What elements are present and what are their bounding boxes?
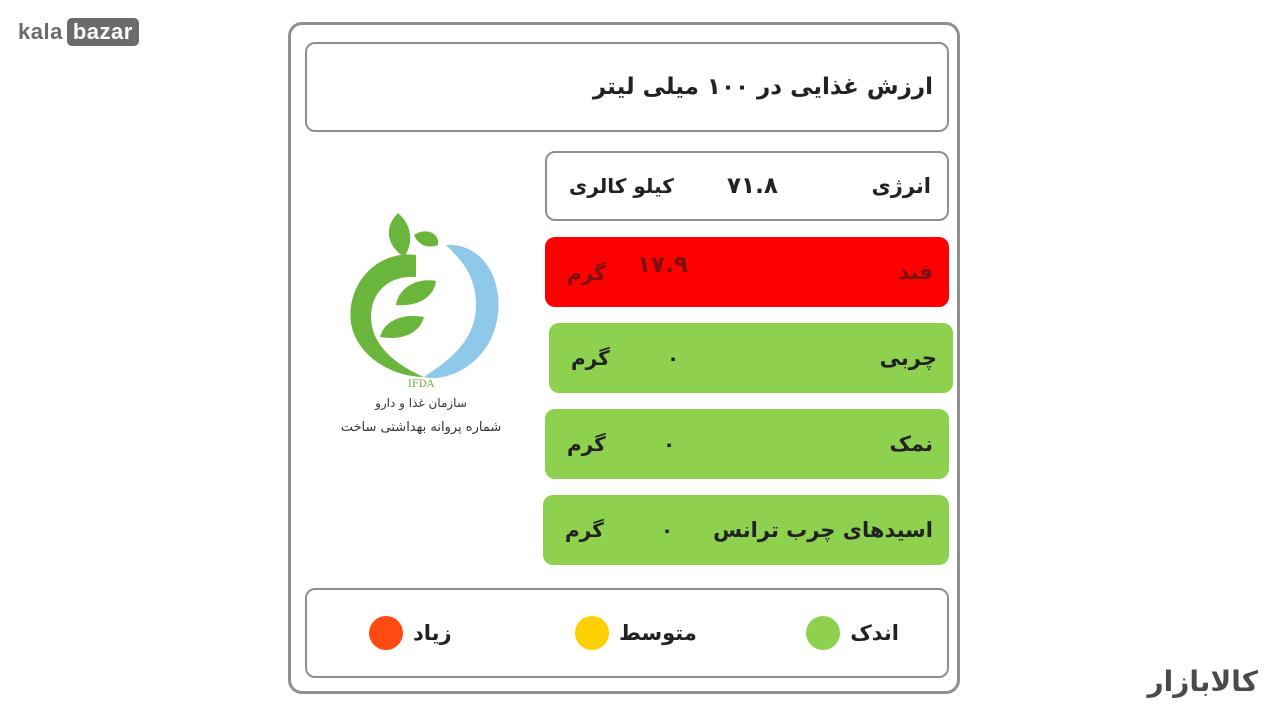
legend-high-dot-icon [369, 616, 403, 650]
ifda-license-text: شماره پروانه بهداشتی ساخت [340, 420, 502, 435]
fat-value: ۰ [667, 346, 680, 370]
energy-unit: کیلو کالری [569, 174, 674, 198]
title-box [305, 42, 949, 132]
kalabazar-fa-logo: کالابازار [1147, 665, 1258, 698]
nutrition-label-card [288, 22, 960, 694]
sugar-unit: گرم [567, 261, 606, 286]
salt-label: نمک [889, 432, 933, 456]
trans-fat-row [543, 495, 949, 565]
logo-kala-text: kala [18, 19, 63, 44]
legend-low-label: اندک [850, 621, 899, 645]
fat-unit: گرم [571, 346, 610, 370]
logo-bazar-text: bazar [67, 18, 139, 46]
legend-box [305, 588, 949, 678]
trans-fat-label: اسیدهای چرب ترانس [713, 518, 933, 542]
legend-low [806, 616, 899, 650]
nutrition-title: ارزش غذایی در ۱۰۰ میلی لیتر [592, 74, 933, 100]
trans-fat-value: ۰ [661, 518, 674, 542]
legend-high-label: زیاد [413, 621, 452, 645]
legend-low-dot-icon [806, 616, 840, 650]
legend-medium-dot-icon [575, 616, 609, 650]
ifda-apple-icon [336, 205, 506, 385]
salt-row [545, 409, 949, 479]
ifda-abbr: IFDA [407, 379, 435, 390]
energy-row [545, 151, 949, 221]
salt-value: ۰ [663, 432, 676, 456]
energy-value: ۷۱.۸ [727, 173, 778, 199]
sugar-value: ۱۷.۹ [637, 252, 688, 278]
fat-row [549, 323, 953, 393]
sugar-row [545, 237, 949, 307]
energy-label: انرژی [871, 174, 931, 198]
ifda-logo-block [321, 205, 521, 435]
legend-medium-label: متوسط [619, 621, 697, 645]
trans-fat-unit: گرم [565, 518, 604, 542]
legend-medium [575, 616, 697, 650]
salt-unit: گرم [567, 432, 606, 456]
kalabazar-logo [18, 18, 139, 46]
fat-label: چربی [879, 346, 937, 370]
legend-high [369, 616, 452, 650]
ifda-org-name: سازمان غذا و دارو [375, 396, 467, 410]
sugar-label: قند [898, 260, 933, 284]
